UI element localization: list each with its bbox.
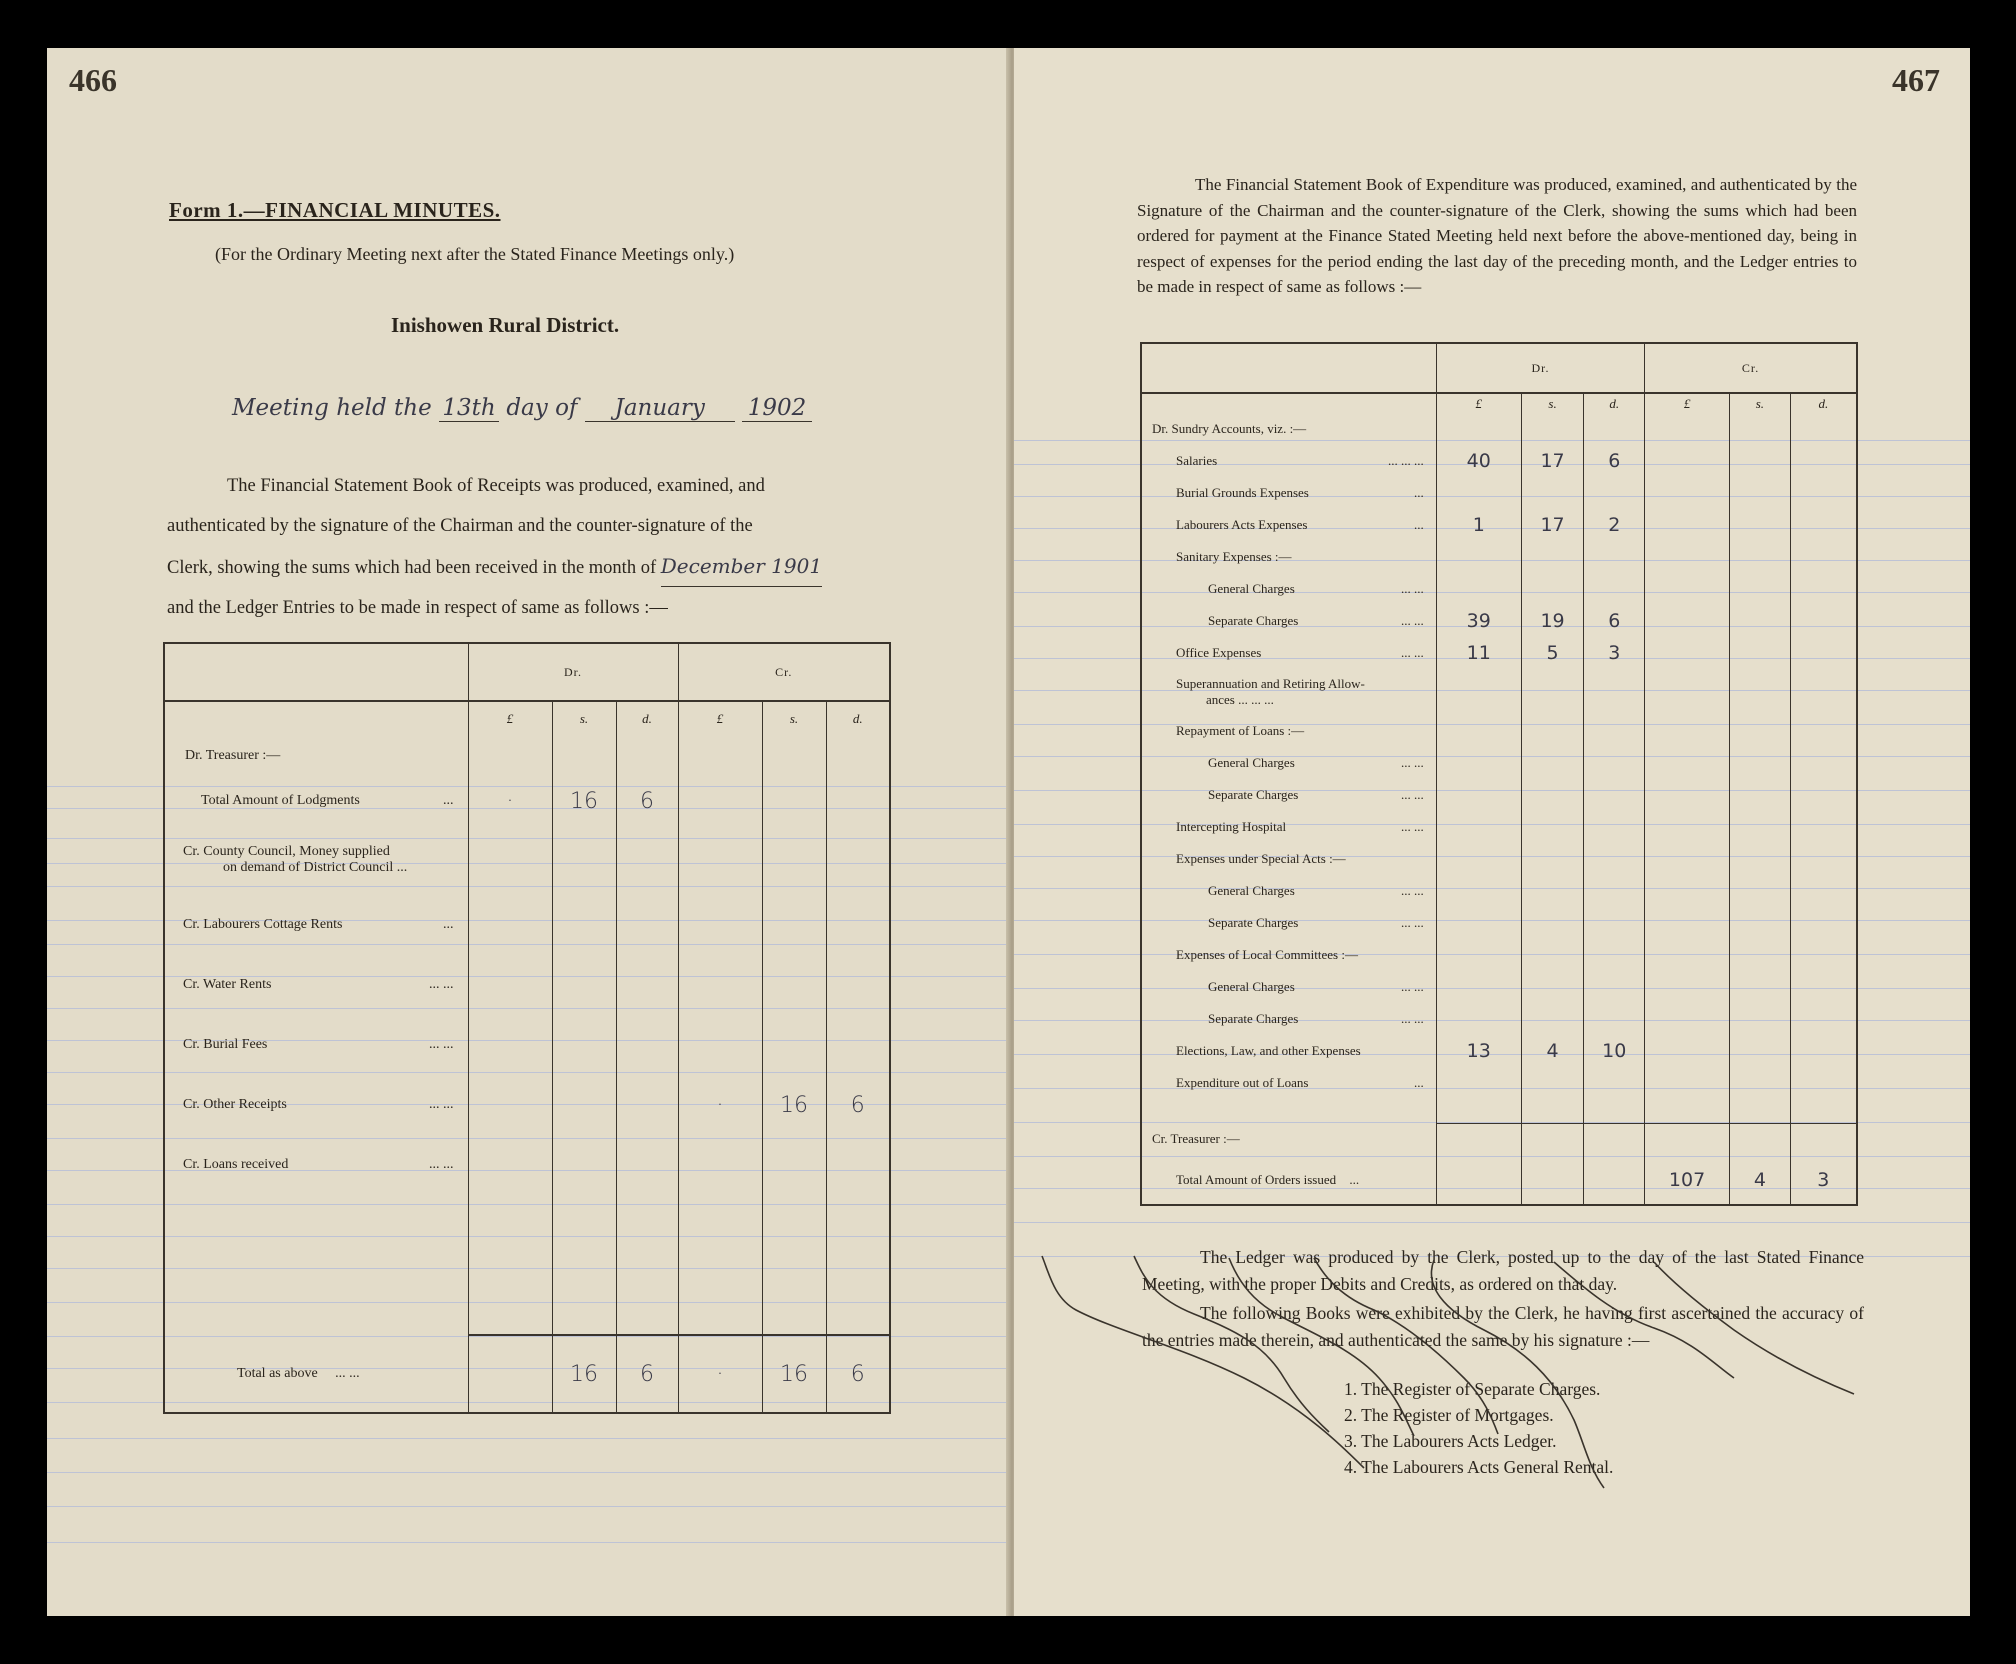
row-label-text-2: on demand of District Council ... — [223, 860, 408, 875]
row-label-text: Sanitary Expenses :— — [1176, 549, 1292, 564]
row-label — [164, 777, 468, 825]
cell-dr-s: 17 — [1521, 445, 1584, 477]
row-label-text: Salaries — [1176, 453, 1218, 468]
row-dots: ... ... — [1401, 613, 1424, 628]
cell-dr-l: 40 — [1436, 445, 1521, 477]
row-label-text: Cr. Other Receipts — [183, 1097, 287, 1112]
cell-dr-l: · — [468, 777, 552, 825]
total-row — [164, 1335, 890, 1413]
meeting-month: January — [585, 395, 735, 422]
shilling-col: s. — [552, 701, 616, 735]
receipts-paragraph — [167, 466, 943, 628]
table-row — [164, 777, 890, 825]
cell-cr-l — [678, 1135, 762, 1195]
right-page — [1014, 48, 1970, 1616]
row-label-text: Cr. County Council, Money supplied — [183, 844, 390, 859]
row-dots: ... — [1414, 485, 1424, 500]
para-line-1: The Financial Statement Book of Receipts was produced, examined, and — [227, 476, 765, 496]
cell-dr-l — [468, 1015, 552, 1075]
total-dots: ... ... — [335, 1365, 360, 1381]
cell-dr-d — [616, 1135, 678, 1195]
book-item: 2. The Register of Mortgages. — [1344, 1405, 1554, 1425]
row-label-text: Separate Charges — [1208, 1011, 1299, 1026]
row-label-text: Cr. Burial Fees — [183, 1037, 268, 1052]
total-dr-pounds — [468, 1335, 552, 1413]
row-label-text: Superannuation and Retiring Allow- — [1176, 676, 1365, 691]
meeting-year: 1902 — [742, 395, 812, 422]
pound-col: £ — [468, 701, 552, 735]
spacer-row — [164, 1195, 890, 1335]
table-row — [164, 1075, 890, 1135]
cell-cr-d — [826, 895, 890, 955]
cell-dr-d — [616, 955, 678, 1015]
meeting-line — [232, 395, 812, 422]
cr-treasurer-heading: Cr. Treasurer :— — [1141, 1123, 1436, 1155]
row-dots: ... — [1414, 1075, 1424, 1090]
row-dots: ... ... — [1401, 755, 1424, 770]
row-label-text-2: ances ... ... ... — [1206, 692, 1274, 707]
cell-dr-s: 5 — [1521, 637, 1584, 669]
cell-dr-s — [552, 895, 616, 955]
table-row — [164, 1015, 890, 1075]
row-dots: ... ... — [1401, 883, 1424, 898]
row-label-text: Cr. Labourers Cottage Rents — [183, 917, 343, 932]
row-label — [164, 955, 468, 1015]
total-dr-shillings: 16 — [552, 1335, 616, 1413]
row-dots: ... ... — [429, 977, 454, 992]
cell-dr-d — [616, 1015, 678, 1075]
table-header-row — [164, 643, 890, 701]
cell-dr-s: 17 — [1521, 509, 1584, 541]
row-dots: ... ... — [429, 1097, 454, 1112]
para-line-3: Clerk, showing the sums which had been received in the month of — [167, 558, 657, 578]
books-paragraph: The following Books were exhibited by the Clerk, he having first ascertained the accuracy of the entries made therein, and authenticated the same by his signature :— — [1142, 1303, 1864, 1350]
row-label-text: Repayment of Loans :— — [1176, 723, 1305, 738]
row-dots: ... ... — [429, 1037, 454, 1052]
cell-dr-s — [552, 825, 616, 895]
cr-header: Cr. — [678, 643, 890, 701]
row-dots: ... ... — [1401, 1011, 1424, 1026]
cell-cr-d — [826, 777, 890, 825]
row-label-text: Burial Grounds Expenses — [1176, 485, 1309, 500]
cell-dr-d: 2 — [1584, 509, 1645, 541]
total-dr-pence: 6 — [616, 1335, 678, 1413]
para-line-4: and the Ledger Entries to be made in respect of same as follows :— — [167, 598, 668, 618]
meeting-text-2: day of — [506, 395, 578, 421]
dr-header: Dr. — [1436, 343, 1644, 393]
book-item: 1. The Register of Separate Charges. — [1344, 1379, 1601, 1399]
row-label — [164, 825, 468, 895]
cell-dr-d: 6 — [616, 777, 678, 825]
receipts-ledger-table — [163, 642, 891, 1414]
row-dots: ... ... — [1401, 581, 1424, 596]
cell-dr-s: 19 — [1521, 605, 1584, 637]
row-dots: ... ... — [1401, 915, 1424, 930]
cell-dr-s — [552, 1075, 616, 1135]
row-dots: ... — [443, 917, 454, 932]
pound-col: £ — [1645, 393, 1730, 413]
row-label-text: Total Amount of Lodgments — [201, 793, 360, 808]
cell-dr-l: 11 — [1436, 637, 1521, 669]
row-dots: ... ... — [1401, 819, 1424, 834]
row-dots: ... ... — [1401, 645, 1424, 660]
total-label: Total as above — [237, 1365, 318, 1381]
row-dots: ... ... — [1401, 787, 1424, 802]
table-row — [164, 1135, 890, 1195]
row-dots: ... ... — [1401, 979, 1424, 994]
cell-dr-d: 6 — [1584, 445, 1645, 477]
cell-dr-l — [468, 895, 552, 955]
cell-cr-d: 6 — [826, 1075, 890, 1135]
row-label-text: General Charges — [1208, 755, 1295, 770]
table-row — [164, 955, 890, 1015]
cell-cr-s — [762, 955, 826, 1015]
total-cr-shillings: 16 — [762, 1335, 826, 1413]
row-label-text: Separate Charges — [1208, 787, 1299, 802]
receipts-month: December 1901 — [661, 546, 822, 587]
page-number: 467 — [1892, 62, 1940, 98]
cell-dr-l — [468, 1135, 552, 1195]
dr-header: Dr. — [468, 643, 678, 701]
total-cr-shillings: 4 — [1730, 1155, 1791, 1205]
cell-cr-d — [826, 955, 890, 1015]
cell-dr-l: 13 — [1436, 1035, 1521, 1067]
page-number: 466 — [69, 62, 117, 98]
pound-col: £ — [678, 701, 762, 735]
total-cr-pounds: 107 — [1645, 1155, 1730, 1205]
meeting-text-1: Meeting held the — [232, 395, 432, 421]
total-cr-pounds: · — [678, 1335, 762, 1413]
row-label-text: Labourers Acts Expenses — [1176, 517, 1308, 532]
cell-cr-d — [826, 1015, 890, 1075]
cell-dr-d: 10 — [1584, 1035, 1645, 1067]
cell-dr-d: 6 — [1584, 605, 1645, 637]
cell-cr-s — [762, 1135, 826, 1195]
cell-cr-l — [678, 955, 762, 1015]
signature-flourish — [1014, 48, 1970, 1616]
shilling-col: s. — [1521, 393, 1584, 413]
pence-col: d. — [616, 701, 678, 735]
cell-dr-l: 39 — [1436, 605, 1521, 637]
table-row — [164, 735, 890, 777]
cell-dr-s: 16 — [552, 777, 616, 825]
cr-header: Cr. — [1645, 343, 1857, 393]
row-label-text: Dr. Sundry Accounts, viz. :— — [1152, 421, 1307, 436]
left-page — [47, 48, 1010, 1616]
cell-cr-s — [762, 825, 826, 895]
row-label-text: Elections, Law, and other Expenses — [1176, 1043, 1361, 1058]
total-dots: ... — [1349, 1171, 1360, 1187]
cell-dr-d: 3 — [1584, 637, 1645, 669]
row-label — [164, 1135, 468, 1195]
cell-cr-s — [762, 895, 826, 955]
district-name: Inishowen Rural District. — [391, 313, 620, 337]
total-cr-pence: 3 — [1790, 1155, 1857, 1205]
cell-dr-d — [616, 825, 678, 895]
row-label-text: General Charges — [1208, 883, 1295, 898]
cell-dr-s — [552, 1135, 616, 1195]
form-subtitle: (For the Ordinary Meeting next after the Stated Finance Meetings only.) — [215, 244, 735, 264]
total-label: Total Amount of Orders issued — [1176, 1171, 1337, 1187]
total-cr-pence: 6 — [826, 1335, 890, 1413]
row-label-text: Office Expenses — [1176, 645, 1262, 660]
expenditure-paragraph: The Financial Statement Book of Expenditure was produced, examined, and authenticated by the Signature of the Chairman and the counter-signature of the Clerk, showing the sums which had been ordered for payment at the Finance Stated Meeting held next before the above-mentioned day, being in respect of expenses for the period ending the last day of the preceding month, and the Ledger entries to be made in respect of same as follows :— — [1137, 175, 1857, 296]
row-label-text: Expenses under Special Acts :— — [1176, 851, 1346, 866]
cell-cr-l — [678, 777, 762, 825]
ledger-paragraph: The Ledger was produced by the Clerk, posted up to the day of the last Stated Finance Meeting, with the proper Debits and Credits, as ordered on that day. — [1142, 1247, 1864, 1294]
row-label-text: Separate Charges — [1208, 915, 1299, 930]
cell-dr-l — [468, 1075, 552, 1135]
row-dots: ... ... — [429, 1157, 454, 1172]
cell-cr-l — [678, 1015, 762, 1075]
row-label — [164, 1015, 468, 1075]
cell-dr-s — [552, 1015, 616, 1075]
row-label — [164, 1075, 468, 1135]
row-label-text: Expenses of Local Committees :— — [1176, 947, 1358, 962]
cell-cr-d — [826, 1135, 890, 1195]
currency-row — [164, 701, 890, 735]
cell-cr-l — [678, 895, 762, 955]
cell-cr-s: 16 — [762, 1075, 826, 1135]
book-item: 4. The Labourers Acts General Rental. — [1344, 1457, 1614, 1477]
para-line-2: authenticated by the signature of the Chairman and the counter-signature of the — [167, 516, 753, 536]
pence-col: d. — [1584, 393, 1645, 413]
row-heading: Dr. Treasurer :— — [164, 735, 468, 777]
row-dots: ... — [1414, 517, 1424, 532]
cell-cr-l: · — [678, 1075, 762, 1135]
shilling-col: s. — [1730, 393, 1791, 413]
cell-dr-d — [616, 1075, 678, 1135]
cell-dr-d — [616, 895, 678, 955]
row-label-text: Intercepting Hospital — [1176, 819, 1287, 834]
pence-col: d. — [1790, 393, 1857, 413]
row-dots: ... ... ... — [1388, 453, 1424, 468]
book-item: 3. The Labourers Acts Ledger. — [1344, 1431, 1557, 1451]
row-label-text: General Charges — [1208, 979, 1295, 994]
cell-dr-l — [468, 825, 552, 895]
row-label-text: Separate Charges — [1208, 613, 1299, 628]
cell-dr-l — [468, 955, 552, 1015]
pound-col: £ — [1436, 393, 1521, 413]
table-row — [164, 825, 890, 895]
form-title: Form 1.—FINANCIAL MINUTES. — [169, 198, 501, 222]
table-row — [164, 895, 890, 955]
shilling-col: s. — [762, 701, 826, 735]
row-label-text: Expenditure out of Loans — [1176, 1075, 1309, 1090]
row-dots: ... — [443, 793, 454, 808]
pence-col: d. — [826, 701, 890, 735]
row-label-text: Cr. Loans received — [183, 1157, 289, 1172]
cell-dr-l: 1 — [1436, 509, 1521, 541]
row-label-text: Cr. Water Rents — [183, 977, 272, 992]
cell-dr-s — [552, 955, 616, 1015]
meeting-day: 13th — [439, 395, 499, 422]
row-label-text: General Charges — [1208, 581, 1295, 596]
cell-cr-s — [762, 1015, 826, 1075]
cell-cr-s — [762, 777, 826, 825]
row-label — [164, 895, 468, 955]
cell-dr-s: 4 — [1521, 1035, 1584, 1067]
cell-cr-d — [826, 825, 890, 895]
cell-cr-l — [678, 825, 762, 895]
